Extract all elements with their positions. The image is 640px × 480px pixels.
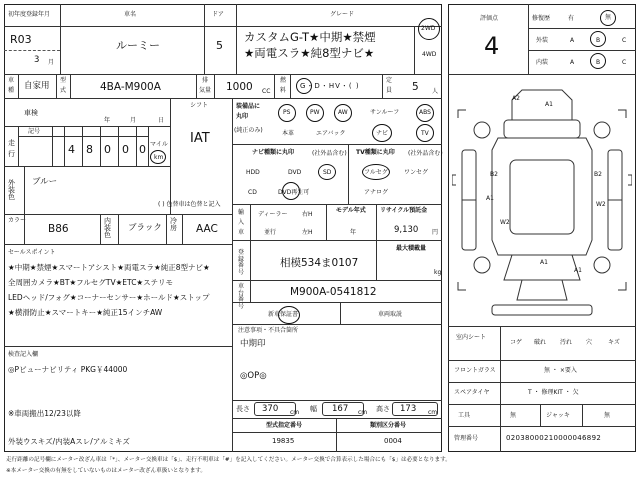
spare-value: T ・ 修理KIT ・ 欠 bbox=[528, 389, 579, 396]
color-label: 外装色 bbox=[8, 179, 15, 201]
door-count: 5 bbox=[216, 39, 223, 52]
glass-value: 無 ・ ×要入 bbox=[544, 367, 577, 374]
color-note: ( ) 色替車は色替と記入 bbox=[158, 201, 221, 208]
equip-tv: TV bbox=[421, 130, 429, 137]
mileage-digit-4: 0 bbox=[122, 143, 129, 156]
fuel-label2: 料 bbox=[280, 87, 287, 94]
color-value: ブルー bbox=[32, 177, 58, 187]
notes-label: 注意事項・不具合箇所 bbox=[238, 327, 299, 334]
footer-line-2: ※本メーター交換の有無をしていないものはメーター改ざん車扱いとなります。 bbox=[6, 468, 207, 474]
door-label: ドア bbox=[212, 11, 224, 18]
equip-sunroof: サンルーフ bbox=[370, 109, 400, 116]
glass-label: フロントガラス bbox=[454, 367, 496, 374]
exterior-label: 外装 bbox=[536, 37, 549, 44]
inspector-footer: 外装ウスキズ/内装Aスレ/アルミキズ bbox=[8, 437, 130, 446]
interior-a: A bbox=[570, 59, 575, 66]
score-label: 評価点 bbox=[480, 15, 499, 22]
tools-value: 無 bbox=[510, 412, 517, 419]
navi-type-label: ナビ種類に丸印 bbox=[252, 149, 295, 156]
navi-sd: SD bbox=[323, 169, 332, 176]
diagram-label-w2-right: W2 bbox=[596, 201, 606, 208]
max-load-kg: kg bbox=[434, 269, 442, 276]
registration-label: 登録番号 bbox=[238, 249, 245, 276]
cabin-kizu: キズ bbox=[608, 339, 620, 346]
capacity-label2: 員 bbox=[386, 87, 393, 94]
first-reg-year: R03 bbox=[10, 33, 32, 46]
mileage-digit-2: 8 bbox=[86, 143, 93, 156]
sales-line-3: LEDヘッド/フォグ★コーナーセンサー★ホールド★ストップ bbox=[8, 293, 210, 302]
cabin-yabure: 破れ bbox=[534, 339, 547, 346]
type-cert-value: 19835 bbox=[272, 437, 295, 445]
kind-label2: 種 bbox=[8, 87, 15, 94]
equipment-label-2: 丸印 bbox=[236, 113, 249, 120]
shift-label: シフト bbox=[190, 102, 209, 109]
diagram-label-a2: A2 bbox=[512, 95, 520, 102]
type-label: 型 bbox=[60, 77, 67, 84]
equip-navi: ナビ bbox=[376, 130, 389, 137]
repair-no: 無 bbox=[605, 14, 612, 21]
equip-ps: PS bbox=[283, 109, 291, 116]
equip-airbag: エアバック bbox=[316, 130, 346, 137]
length-value: 370 bbox=[262, 404, 279, 414]
first-reg-month: 3 bbox=[34, 55, 40, 65]
navi-hdd: HDD bbox=[246, 169, 260, 176]
drive-2wd: 2WD bbox=[421, 25, 436, 32]
inspection-year-unit: 年 bbox=[104, 117, 111, 124]
repair-label: 修復歴 bbox=[532, 15, 551, 22]
footer-line-1: 走行距離の記号欄にメーター改ざん車は「*」、メーター交換車は「$」、走行不明車は「#」を記入してください。メーター交換で合算表示した場合にも「$」は必要となります。 bbox=[6, 457, 451, 463]
grade-line-2: ★両電スラ★純8型ナビ★ bbox=[244, 46, 375, 60]
model-label: 車名 bbox=[124, 11, 137, 18]
displacement-label2: 気量 bbox=[199, 87, 212, 94]
drive-4wd: 4WD bbox=[422, 51, 437, 58]
equip-abs: ABS bbox=[419, 109, 431, 116]
month-unit: 月 bbox=[48, 59, 55, 66]
notes-line-1: 中期印 bbox=[240, 339, 266, 349]
spare-label: スペアタイヤ bbox=[454, 389, 490, 396]
width-value: 167 bbox=[332, 404, 349, 414]
cabin-ana: 穴 bbox=[586, 339, 593, 346]
diagram-label-a1-bottom: A1 bbox=[540, 259, 548, 266]
color-code: B86 bbox=[48, 223, 69, 235]
repair-yes: 有 bbox=[568, 15, 575, 22]
tv-type-label: TV種類に丸印 bbox=[356, 149, 395, 156]
equip-pw: PW bbox=[310, 109, 320, 116]
mileage-digit-1: 4 bbox=[68, 143, 75, 156]
import-parallel: 並行 bbox=[264, 229, 277, 236]
mileage-unit-km: km bbox=[154, 154, 164, 161]
capacity: 5 bbox=[412, 81, 419, 93]
max-load-label: 最大積載量 bbox=[396, 245, 427, 252]
cc-unit: CC bbox=[262, 88, 271, 95]
shift-value: IAT bbox=[190, 131, 210, 146]
car-name: ルーミー bbox=[116, 39, 160, 52]
import-label-2: 入 bbox=[238, 219, 245, 226]
sales-points-label: セールスポイント bbox=[8, 249, 56, 256]
fuel-label: 燃 bbox=[280, 77, 287, 84]
exterior-c: C bbox=[622, 37, 627, 44]
length-label: 長さ bbox=[236, 405, 250, 413]
grade-label: グレード bbox=[330, 11, 355, 18]
inspector-line-1: ◎Pビューナビリティ PKG￥44000 bbox=[8, 365, 128, 374]
inspector-notes-label: 検査記入欄 bbox=[8, 351, 39, 358]
navi-dvd: DVD bbox=[288, 169, 302, 176]
first-reg-label: 初年度登録年月 bbox=[8, 11, 51, 18]
width-label: 幅 bbox=[310, 405, 317, 413]
navi-type-sub: (社外品含む) bbox=[312, 150, 347, 157]
interior-c: C bbox=[622, 59, 627, 66]
interior-b: B bbox=[596, 59, 601, 66]
height-unit: cm bbox=[428, 409, 438, 416]
import-label-1: 輸 bbox=[238, 209, 245, 216]
model-year-unit: 年 bbox=[350, 229, 357, 236]
capacity-label: 定 bbox=[386, 77, 393, 84]
diagram-label-a1-left: A1 bbox=[486, 195, 494, 202]
displacement: 1000 bbox=[226, 81, 253, 93]
jack-label: ジャッキ bbox=[546, 412, 570, 419]
admin-value: 02038000210000046892 bbox=[506, 434, 602, 442]
inspection-label: 車検 bbox=[24, 109, 38, 117]
fuel-options: G・D・HV・( ) bbox=[300, 82, 360, 90]
import-left: 左H bbox=[302, 229, 313, 236]
grade-line-1: カスタムG-T★中期★禁煙 bbox=[244, 30, 376, 44]
mileage-unit-mile: マイル bbox=[150, 141, 168, 148]
displacement-label: 排 bbox=[202, 77, 209, 84]
tv-analog: アナログ bbox=[364, 189, 389, 196]
type-label2: 式 bbox=[60, 87, 67, 94]
interior-color: ブラック bbox=[128, 223, 162, 233]
jack-value: 無 bbox=[604, 412, 611, 419]
tv-fullseg: フルセグ bbox=[364, 169, 388, 176]
type-cert-label: 型式指定番号 bbox=[266, 422, 303, 429]
category-value: 0004 bbox=[384, 437, 402, 445]
diagram-label-w2-left: W2 bbox=[500, 219, 510, 226]
tools-label: 工具 bbox=[458, 412, 471, 419]
sales-line-1: ★中期★禁煙★スマートアシスト★両電スラ★純正8型ナビ★ bbox=[8, 263, 210, 272]
exterior-b: B bbox=[596, 37, 601, 44]
interior-label: 内装 bbox=[536, 59, 549, 66]
recycle-value: 9,130 bbox=[394, 225, 419, 235]
chassis-label: 車台番号 bbox=[238, 283, 245, 310]
height-value: 173 bbox=[400, 404, 417, 414]
inspection-day-unit: 日 bbox=[158, 117, 165, 124]
recycle-label: リサイクル預託金 bbox=[380, 207, 428, 214]
mileage-label-2: 行 bbox=[8, 150, 15, 158]
color-code-label: カラー bbox=[8, 217, 27, 224]
cabin-yogore: 汚れ bbox=[560, 339, 573, 346]
mileage-digit-5: 0 bbox=[139, 143, 146, 156]
equip-leather: 本革 bbox=[282, 130, 295, 137]
warranty-label: 新車保証書 bbox=[268, 311, 299, 318]
import-dealer: ディーラー bbox=[258, 211, 288, 218]
length-unit: cm bbox=[290, 409, 300, 416]
ac-value: AAC bbox=[196, 223, 218, 235]
diagram-label-a1-top: A1 bbox=[545, 101, 553, 108]
diagram-label-a1-rear: A1 bbox=[574, 267, 582, 274]
import-right: 右H bbox=[302, 211, 313, 218]
admin-label: 管理番号 bbox=[454, 435, 479, 442]
car-damage-diagram bbox=[452, 80, 632, 320]
tv-type-sub: (社外品含む) bbox=[408, 150, 443, 157]
model-year-label: モデル年式 bbox=[336, 207, 366, 214]
cabin-label: 室内シート bbox=[456, 334, 487, 341]
mileage-label-1: 走 bbox=[8, 139, 15, 147]
sales-line-2: 全周囲カメラ★BT★フルセグTV★ETC★ステリモ bbox=[8, 278, 173, 287]
mileage-digit-3: 0 bbox=[104, 143, 111, 156]
exterior-a: A bbox=[570, 37, 575, 44]
tv-oneseg: ワンセグ bbox=[404, 169, 429, 176]
ac-label: 冷房 bbox=[170, 217, 177, 232]
width-unit: cm bbox=[358, 409, 368, 416]
manual-label: 車両取説 bbox=[378, 311, 403, 318]
inspector-line-3: ※車両搬出12/23以降 bbox=[8, 409, 81, 418]
inspection-month-unit: 月 bbox=[130, 117, 137, 124]
diagram-label-b2-right: B2 bbox=[594, 171, 602, 178]
equipment-label-3: (純正のみ) bbox=[234, 127, 263, 134]
sales-line-4: ★横滑防止★スマートキー★純正15インチAW bbox=[8, 308, 163, 317]
person-unit: 人 bbox=[432, 88, 439, 95]
chassis-value: M900A-0541812 bbox=[290, 286, 377, 298]
import-label-3: 車 bbox=[238, 229, 245, 236]
recycle-yen: 円 bbox=[432, 229, 439, 236]
interior-color-label: 内装色 bbox=[104, 217, 111, 239]
navi-dvd-play: DVD再生可 bbox=[278, 189, 310, 196]
navi-cd: CD bbox=[248, 189, 257, 196]
score-value: 4 bbox=[484, 32, 500, 60]
category-label: 類別区分番号 bbox=[370, 422, 407, 429]
use-label: 自家用 bbox=[24, 81, 50, 91]
notes-line-2: ◎OP◎ bbox=[240, 371, 267, 381]
cabin-koge: コゲ bbox=[510, 339, 523, 346]
equip-aw: AW bbox=[338, 109, 348, 116]
model-code: 4BA-M900A bbox=[100, 81, 161, 93]
diagram-label-b2-left: B2 bbox=[490, 171, 498, 178]
height-label: 高さ bbox=[376, 405, 390, 413]
mileage-digits-label: 記号 bbox=[28, 128, 41, 135]
equipment-label-1: 装備品に bbox=[236, 103, 261, 110]
registration-value: 相模534ま0107 bbox=[280, 257, 359, 269]
kind-label: 車 bbox=[8, 77, 15, 84]
